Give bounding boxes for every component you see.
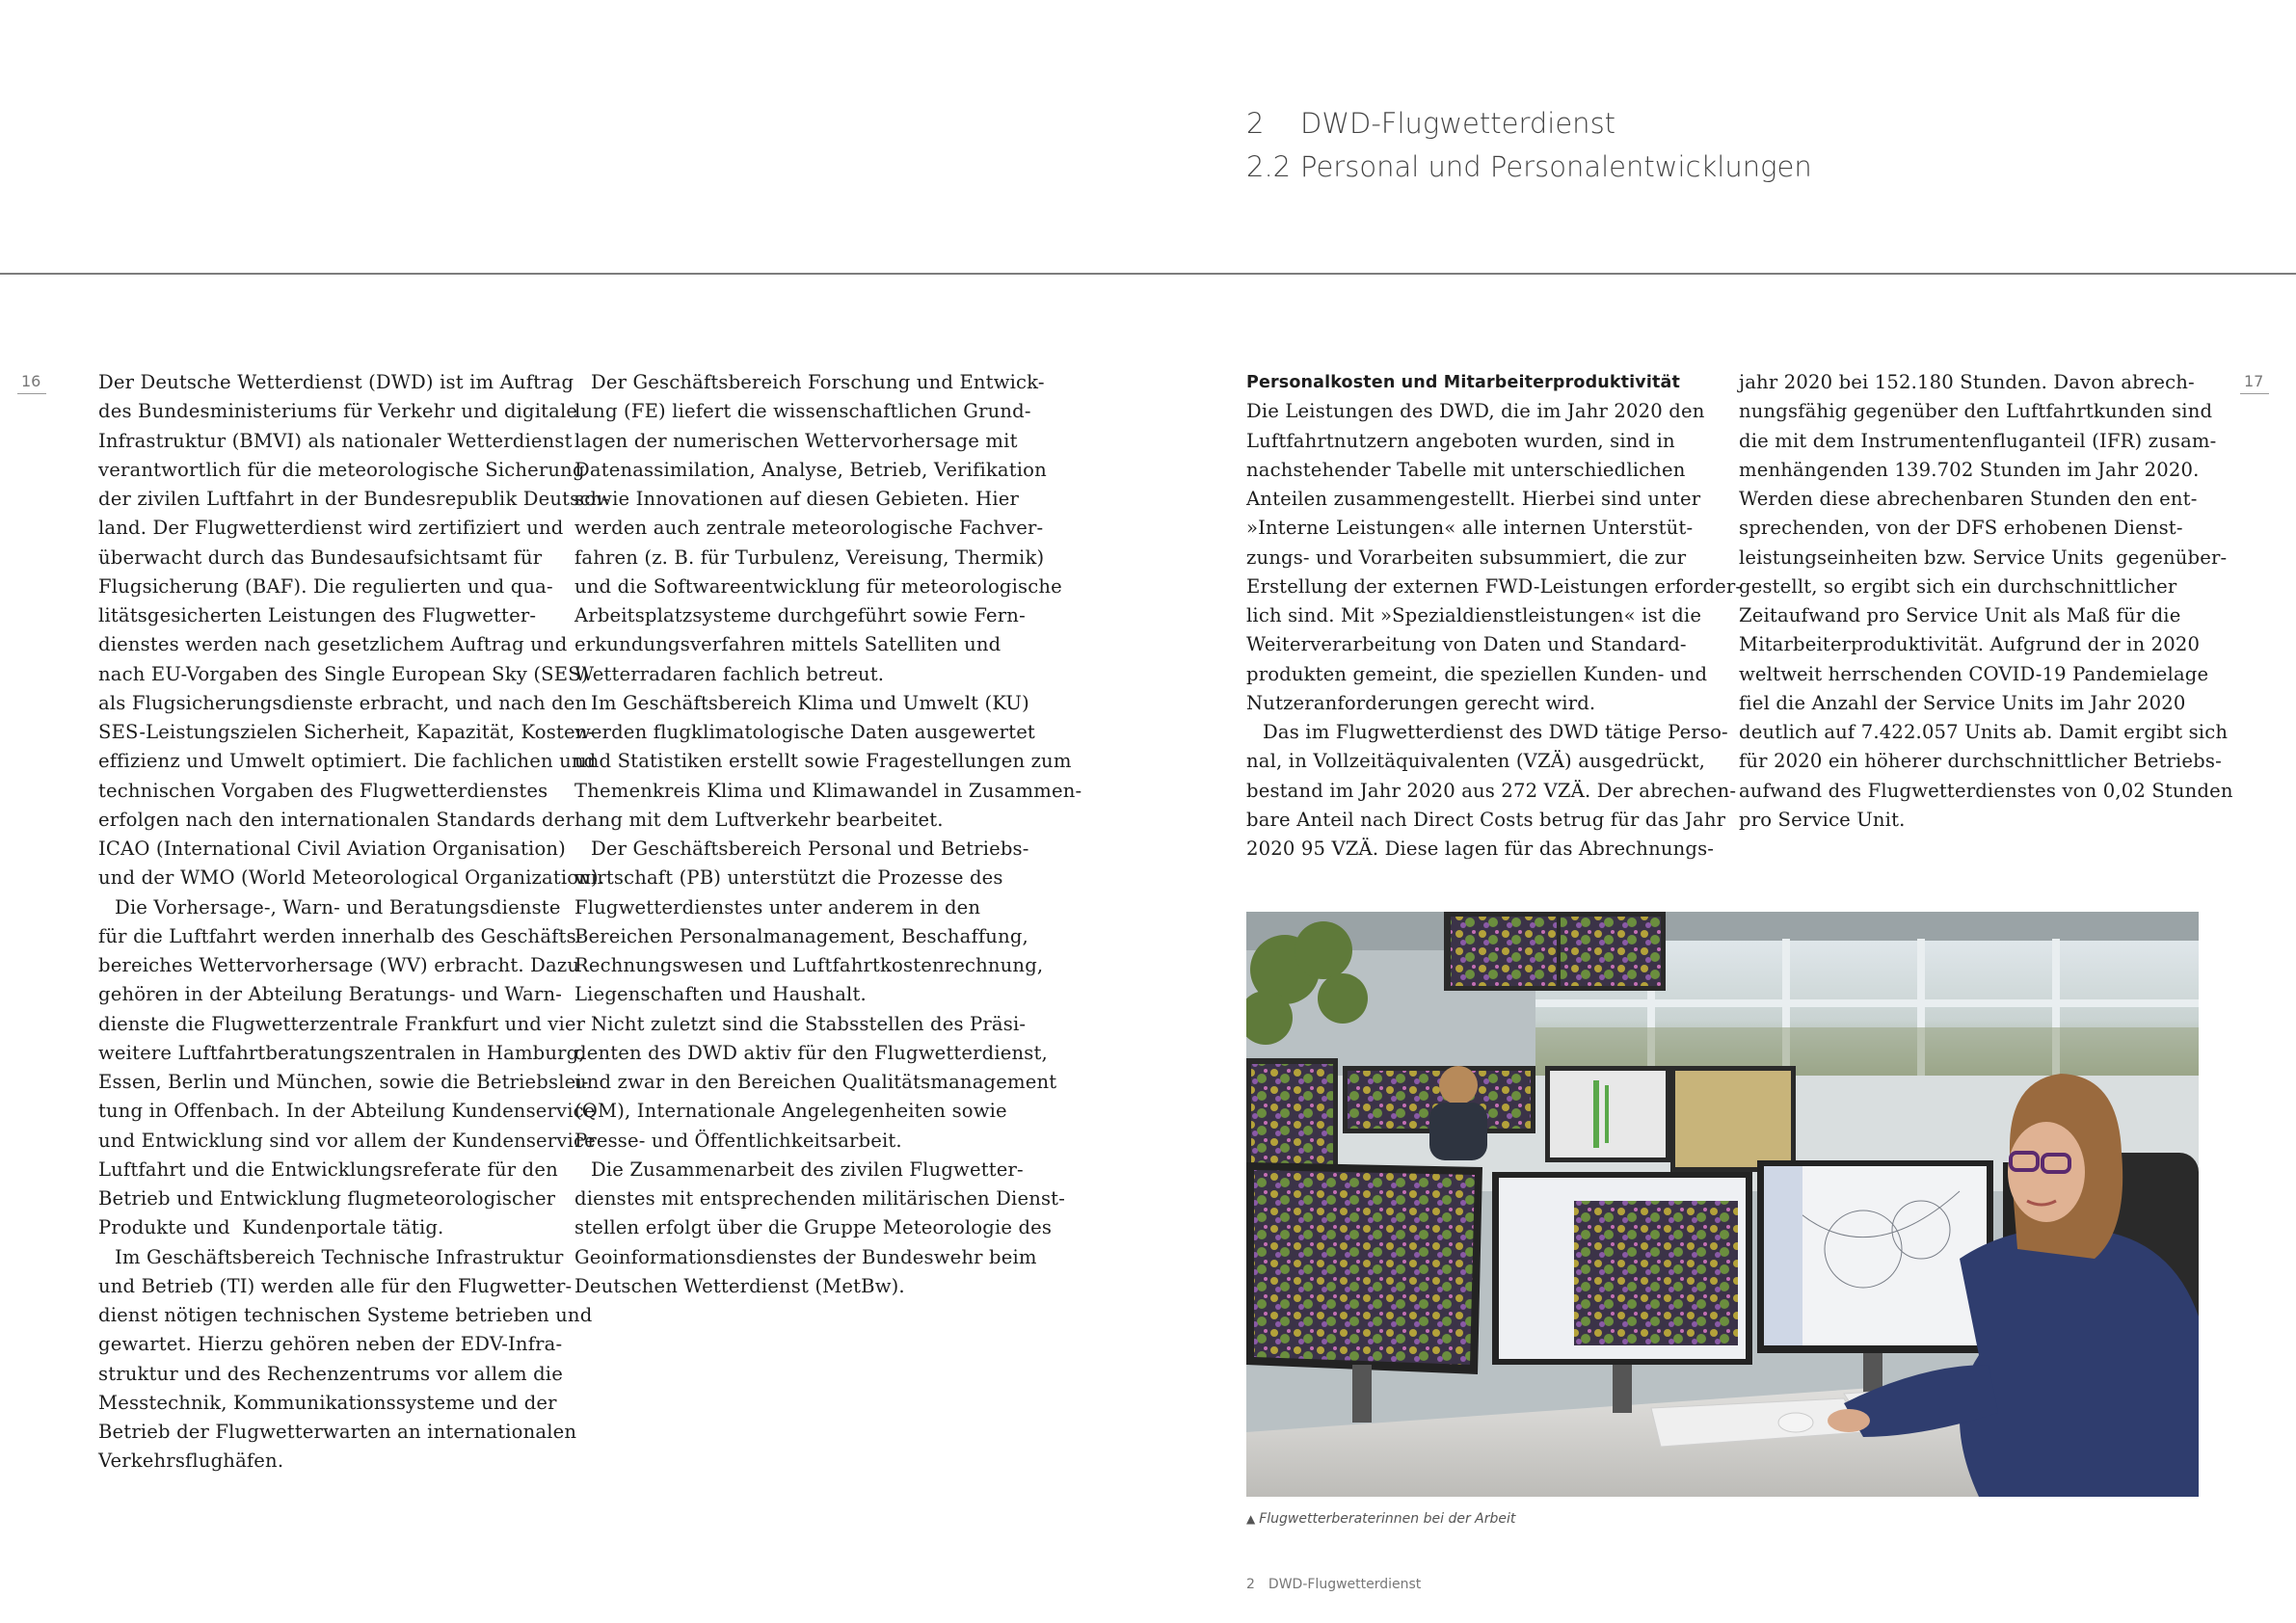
text-line: und zwar in den Bereichen Qualitätsmanagement — [574, 1071, 1057, 1093]
text-line: nal, in Vollzeitäquivalenten (VZÄ) ausgedrückt, — [1246, 750, 1705, 773]
text-line: Der Geschäftsbereich Personal und Betriebs- — [591, 838, 1029, 860]
chapter-line — [1246, 102, 1812, 146]
text-line: Erstellung der externen FWD-Leistungen erforder- — [1246, 574, 1743, 598]
text-line: hang mit dem Luftverkehr bearbeitet. — [574, 808, 944, 831]
page-number-left: 16 — [17, 372, 46, 394]
text-line: Nutzeranforderungen gerecht wird. — [1246, 691, 1596, 714]
text-line: (QM), Internationale Angelegenheiten sowie — [574, 1100, 1007, 1123]
text-line: und Entwicklung sind vor allem der Kundenservice — [98, 1129, 596, 1152]
text-line: dienst nötigen technischen Systeme betrieben und — [98, 1304, 593, 1326]
text-line: Deutschen Wetterdienst (MetBw). — [574, 1274, 905, 1297]
text-line: Weiterverarbeitung von Daten und Standard- — [1246, 633, 1687, 656]
text-line: Das im Flugwetterdienst des DWD tätige Perso- — [1263, 721, 1728, 743]
text-line: gehören in der Abteilung Beratungs- und Warn- — [98, 983, 562, 1006]
photo-caption — [1246, 1511, 1515, 1527]
text-line: Infrastruktur (BMVI) als nationaler Wetterdienst — [98, 429, 573, 452]
text-line: die mit dem Instrumentenfluganteil (IFR) zusam- — [1739, 429, 2217, 452]
text-line: dienstes mit entsprechenden militärischen Dienst- — [574, 1187, 1065, 1210]
text-line: Geoinformationsdienstes der Bundeswehr beim — [574, 1245, 1037, 1268]
text-line: fiel die Anzahl der Service Units im Jahr 2020 — [1739, 691, 2186, 714]
text-line: gestellt, so ergibt sich ein durchschnittlicher — [1739, 574, 2177, 598]
text-column-4 — [1739, 368, 2233, 835]
text-line: Luftfahrtnutzern angeboten wurden, sind in — [1246, 429, 1675, 452]
text-line: Presse- und Öffentlichkeitsarbeit. — [574, 1129, 902, 1152]
header-divider — [0, 273, 2296, 275]
text-line: Die Vorhersage-, Warn- und Beratungsdienste — [115, 895, 561, 918]
section-line — [1246, 146, 1812, 189]
text-line: aufwand des Flugwetterdienstes von 0,02 Stunden — [1739, 779, 2233, 802]
footer-chapter-number: 2 — [1246, 1577, 1255, 1592]
text-line: menhängenden 139.702 Stunden im Jahr 2020. — [1739, 458, 2200, 481]
page-number-right: 17 — [2240, 372, 2269, 394]
text-line: bestand im Jahr 2020 aus 272 VZÄ. Der abrechen- — [1246, 779, 1737, 802]
text-line: für die Luftfahrt werden innerhalb des Geschäfts- — [98, 924, 583, 947]
text-line: Werden diese abrechenbaren Stunden den ent- — [1739, 488, 2198, 510]
text-line: Anteilen zusammengestellt. Hierbei sind unter — [1246, 488, 1701, 510]
text-line: weitere Luftfahrtberatungszentralen in Hamburg, — [98, 1041, 585, 1064]
text-line: Im Geschäftsbereich Technische Infrastruktur — [115, 1245, 564, 1268]
text-line: struktur und des Rechenzentrums vor allem die — [98, 1362, 563, 1385]
text-line: werden auch zentrale meteorologische Fachver- — [574, 517, 1044, 540]
text-line: Datenassimilation, Analyse, Betrieb, Verifikation — [574, 458, 1047, 481]
chapter-heading — [1246, 102, 1812, 189]
text-line: denten des DWD aktiv für den Flugwetterdienst, — [574, 1041, 1048, 1064]
text-line: lich sind. Mit »Spezialdienstleistungen« ist die — [1246, 604, 1702, 626]
text-line: Nicht zuletzt sind die Stabsstellen des Präsi- — [591, 1012, 1027, 1035]
text-line: Themenkreis Klima und Klimawandel in Zusammen- — [574, 779, 1082, 802]
text-line: nachstehender Tabelle mit unterschiedlichen — [1246, 458, 1686, 481]
text-line: Zeitaufwand pro Service Unit als Maß für die — [1739, 604, 2181, 626]
text-line: Flugwetterdienstes unter anderem in den — [574, 895, 981, 918]
text-line: und die Softwareentwicklung für meteorologische — [574, 574, 1062, 598]
text-line: 2020 95 VZÄ. Diese lagen für das Abrechnungs- — [1246, 838, 1715, 860]
text-line: Essen, Berlin und München, sowie die Betriebslei- — [98, 1071, 589, 1093]
text-line: erfolgen nach den internationalen Standards der — [98, 808, 574, 831]
text-line: lagen der numerischen Wettervorhersage mit — [574, 429, 1018, 452]
text-line: technischen Vorgaben des Flugwetterdienstes — [98, 779, 548, 802]
text-line: Liegenschaften und Haushalt. — [574, 983, 867, 1006]
text-line: werden flugklimatologische Daten ausgewertet — [574, 721, 1035, 743]
text-line: erkundungsverfahren mittels Satelliten und — [574, 633, 1001, 656]
text-line: produkten gemeint, die speziellen Kunden- und — [1246, 662, 1708, 685]
text-line: als Flugsicherungsdienste erbracht, und nach den — [98, 691, 588, 714]
text-line: Rechnungswesen und Luftfahrtkostenrechnung, — [574, 954, 1044, 976]
text-line: Arbeitsplatzsysteme durchgeführt sowie Fern- — [574, 604, 1026, 626]
text-line: Im Geschäftsbereich Klima und Umwelt (KU) — [591, 691, 1029, 714]
text-line: sowie Innovationen auf diesen Gebieten. Hier — [574, 488, 1020, 510]
text-line: Produkte und Kundenportale tätig. — [98, 1216, 444, 1239]
photo-forecasters-at-work — [1246, 912, 2199, 1497]
text-line: der zivilen Luftfahrt in der Bundesrepublik Deutsch- — [98, 488, 609, 510]
text-line: und der WMO (World Meteorological Organization). — [98, 866, 605, 890]
text-line: effizienz und Umwelt optimiert. Die fachlichen und — [98, 750, 597, 773]
text-line: ICAO (International Civil Aviation Organisation) — [98, 838, 566, 860]
text-line: deutlich auf 7.422.057 Units ab. Damit ergibt sich — [1739, 721, 2229, 743]
text-column-1 — [98, 368, 609, 1477]
text-line: leistungseinheiten bzw. Service Units gegenüber- — [1739, 545, 2228, 569]
section-title: Personal und Personalentwicklungen — [1300, 150, 1812, 183]
text-line: verantwortlich für die meteorologische Sicherung — [98, 458, 585, 481]
text-line: Verkehrsflughäfen. — [98, 1450, 284, 1473]
text-line: überwacht durch das Bundesaufsichtsamt für — [98, 545, 543, 569]
text-line: nach EU-Vorgaben des Single European Sky (SES) — [98, 662, 589, 685]
text-line: bare Anteil nach Direct Costs betrug für das Jahr — [1246, 808, 1726, 831]
text-line: jahr 2020 bei 152.180 Stunden. Davon abrech- — [1739, 371, 2195, 393]
text-line: Der Deutsche Wetterdienst (DWD) ist im Auftrag — [98, 371, 574, 393]
chapter-title: DWD-Flugwetterdienst — [1300, 107, 1616, 140]
text-line: für 2020 ein höherer durchschnittlicher Betriebs- — [1739, 750, 2222, 773]
text-line: stellen erfolgt über die Gruppe Meteorologie des — [574, 1216, 1053, 1239]
text-line: Luftfahrt und die Entwicklungsreferate für den — [98, 1157, 558, 1181]
text-line: nungsfähig gegenüber den Luftfahrtkunden sind — [1739, 400, 2213, 423]
text-line: SES-Leistungszielen Sicherheit, Kapazität, Kosten- — [98, 721, 595, 743]
text-line: Betrieb der Flugwetterwarten an internationalen — [98, 1421, 577, 1443]
text-line: land. Der Flugwetterdienst wird zertifiziert und — [98, 517, 564, 540]
text-line: Wetterradaren fachlich betreut. — [574, 662, 885, 685]
section-heading: Personalkosten und Mitarbeiterproduktivität — [1246, 373, 1680, 392]
text-line: gewartet. Hierzu gehören neben der EDV-Infra- — [98, 1333, 563, 1356]
text-line: lung (FE) liefert die wissenschaftlichen Grund- — [574, 400, 1031, 423]
triangle-icon: ▲ — [1246, 1512, 1256, 1526]
text-line: und Betrieb (TI) werden alle für den Flugwetter- — [98, 1274, 573, 1297]
footer-chapter-title: DWD-Flugwetterdienst — [1268, 1577, 1422, 1592]
text-line: sprechenden, von der DFS erhobenen Dienst- — [1739, 517, 2183, 540]
text-line: tung in Offenbach. In der Abteilung Kundenservice — [98, 1100, 596, 1123]
text-line: wirtschaft (PB) unterstützt die Prozesse des — [574, 866, 1003, 890]
page-footer — [1246, 1577, 1421, 1592]
text-line: des Bundesministeriums für Verkehr und digitale — [98, 400, 578, 423]
text-line: Betrieb und Entwicklung flugmeteorologischer — [98, 1187, 556, 1210]
text-line: Messtechnik, Kommunikationssysteme und der — [98, 1391, 557, 1414]
text-line: dienstes werden nach gesetzlichem Auftrag und — [98, 633, 568, 656]
text-line: litätsgesicherten Leistungen des Flugwetter- — [98, 604, 537, 626]
text-line: Der Geschäftsbereich Forschung und Entwick- — [591, 371, 1045, 393]
section-number: 2.2 — [1246, 150, 1292, 183]
text-line: pro Service Unit. — [1739, 808, 1906, 831]
text-line: fahren (z. B. für Turbulenz, Vereisung, Thermik) — [574, 545, 1045, 569]
text-line: Mitarbeiterproduktivität. Aufgrund der in 2020 — [1739, 633, 2201, 656]
text-line: und Statistiken erstellt sowie Fragestellungen zum — [574, 750, 1072, 773]
text-column-3 — [1246, 368, 1742, 864]
caption-text: Flugwetterberaterinnen bei der Arbeit — [1259, 1511, 1516, 1527]
chapter-number: 2 — [1246, 107, 1265, 140]
text-line: dienste die Flugwetterzentrale Frankfurt und vier — [98, 1012, 586, 1035]
text-line: zungs- und Vorarbeiten subsummiert, die zur — [1246, 545, 1687, 569]
text-line: Bereichen Personalmanagement, Beschaffung, — [574, 924, 1028, 947]
text-line: Flugsicherung (BAF). Die regulierten und qua- — [98, 574, 553, 598]
text-line: Die Leistungen des DWD, die im Jahr 2020 den — [1246, 400, 1705, 423]
text-column-2 — [574, 368, 1081, 1301]
text-line: Die Zusammenarbeit des zivilen Flugwetter- — [591, 1157, 1024, 1181]
text-line: weltweit herrschenden COVID-19 Pandemielage — [1739, 662, 2209, 685]
text-line: »Interne Leistungen« alle internen Unterstüt- — [1246, 517, 1694, 540]
text-line: bereiches Wettervorhersage (WV) erbracht. Dazu — [98, 954, 580, 976]
